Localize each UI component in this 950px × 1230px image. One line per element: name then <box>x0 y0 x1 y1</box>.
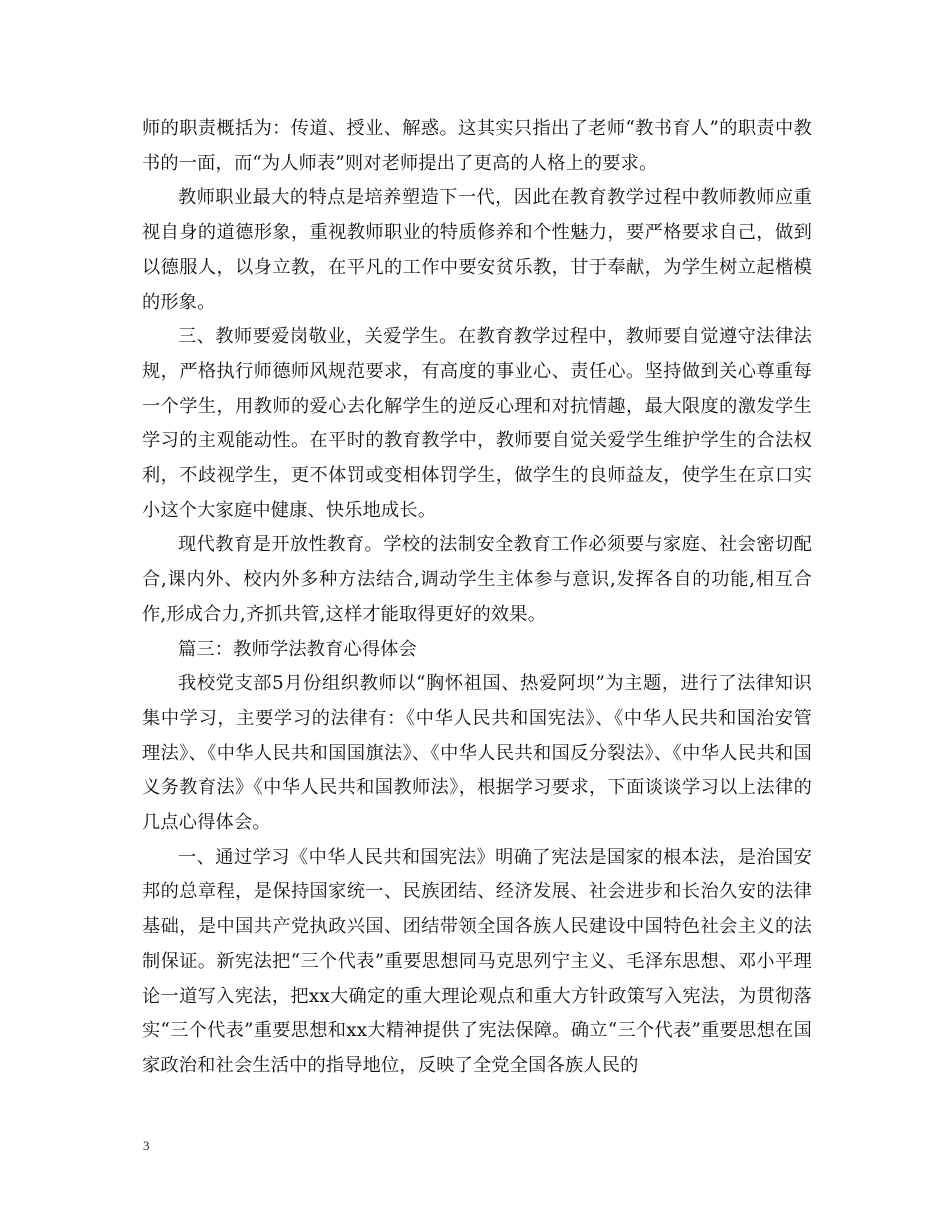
section-heading: 篇三：教师学法教育心得体会 <box>178 638 418 660</box>
paragraph-5: 我校党支部5月份组织教师以“胸怀祖国、热爱阿坝”为主题，进行了法律知识集中学习，主要学习的法律有：《中华人民共和国宪法》、《中华人民共和国治安管理法》、《中华人民共和国国旗法》、《中华人民共和国反分裂法》、《中华人民共和国义务教育法》《中华人民共和国教师法》，根据学习要求，下面谈谈学习以上法律的几点心得体会。 <box>142 673 812 834</box>
paragraph-2: 教师职业最大的特点是培养塑造下一代，因此在教育教学过程中教师教师应重视自身的道德形象，重视教师职业的特质修养和个性魅力，要严格要求自己，做到以德服人，以身立教，在平凡的工作中要安贫乐教，甘于奉献，为学生树立起楷模的形象。 <box>142 187 812 313</box>
document-body <box>142 112 812 1084</box>
paragraph-1: 师的职责概括为：传道、授业、解惑。这其实只指出了老师“教书育人”的职责中教书的一面，而“为人师表”则对老师提出了更高的人格上的要求。 <box>142 118 812 174</box>
paragraph-3: 三、教师要爱岗敬业，关爱学生。在教育教学过程中，教师要自觉遵守法律法规，严格执行师德师风规范要求，有高度的事业心、责任心。坚持做到关心尊重每一个学生，用教师的爱心去化解学生的逆反心理和对抗情趣，最大限度的激发学生学习的主观能动性。在平时的教育教学中，教师要自觉关爱学生维护学生的合法权利，不歧视学生，更不体罚或变相体罚学生，做学生的良师益友，使学生在京口实小这个大家庭中健康、快乐地成长。 <box>142 326 812 521</box>
paragraph-6: 一、通过学习《中华人民共和国宪法》明确了宪法是国家的根本法，是治国安邦的总章程，是保持国家统一、民族团结、经济发展、社会进步和长治久安的法律基础，是中国共产党执政兴国、团结带领全国各族人民建设中国特色社会主义的法制保证。新宪法把“三个代表”重要思想同马克思列宁主义、毛泽东思想、邓小平理论一道写入宪法，把xx大确定的重大理论观点和重大方针政策写入宪法，为贯彻落实“三个代表”重要思想和xx大精神提供了宪法保障。确立“三个代表”重要思想在国家政治和社会生活中的指导地位，反映了全党全国各族人民的 <box>142 846 812 1076</box>
paragraph-4: 现代教育是开放性教育。学校的法制安全教育工作必须要与家庭、社会密切配合,课内外、校内外多种方法结合,调动学生主体参与意识,发挥各自的功能,相互合作,形成合力,齐抓共管,这样才能取得更好的效果。 <box>142 534 812 625</box>
page-number: 3 <box>143 1138 150 1153</box>
